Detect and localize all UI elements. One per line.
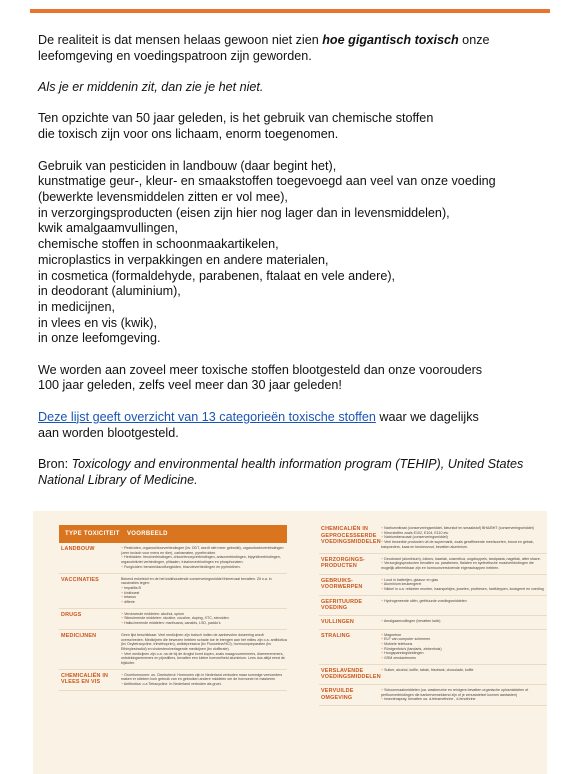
category-label: VERZORGINGS-PRODUCTEN bbox=[321, 556, 366, 570]
list-item: in medicijnen, bbox=[38, 299, 116, 314]
category-description bbox=[121, 673, 287, 687]
category-label: VACCINATIES bbox=[61, 576, 99, 583]
category-label: MEDICIJNEN bbox=[61, 632, 97, 639]
bullet-item: + Veel medicijnen zijn o.a. na de bij de drogist komt kopen, zoals maagzuurremmers, diarreeremmers, ontstekingsremmers en pijnstillers, bevatten een kleine hoeveelheid aluminium. Lees dus altijd eerst de bijsluiter. bbox=[121, 652, 287, 666]
category-label: CHEMICALIËN IN GEPROCESSEERDE VOEDINGSMIDDELEN bbox=[321, 526, 381, 546]
bullet-item: + Hydrogeneerde oliën, gefrituurde voedingsmiddelen bbox=[381, 599, 547, 604]
bullet-item: + Nikkel in o.a. rekkelen munten, haarspeldjes, juwelen, prothesen, hartkleppen, kookgerei en voeding bbox=[381, 587, 547, 592]
bullet-item: + Mobiele telefoons bbox=[381, 642, 547, 647]
list-item: in vlees en vis (kwik), bbox=[38, 315, 157, 330]
table-row bbox=[59, 609, 287, 630]
paragraph-chemicals: Ten opzichte van 50 jaar geleden, is het gebruik van chemische stoffen die toxisch zijn voor ons lichaam, enorm toegenomen. bbox=[38, 111, 434, 142]
table-row bbox=[59, 574, 287, 609]
paragraph-source: Bron: Toxicology and environmental health information program (TEHIP), United States National Library of Medicine. bbox=[38, 456, 524, 487]
bullet-item: + Antibiotica: o.a Tetracycline. In Nederland verboden als groei- bbox=[121, 682, 287, 687]
bullet-item: + Amalgaamvullingen (bevatten kwik) bbox=[381, 619, 547, 624]
category-description bbox=[381, 526, 547, 550]
category-label: VERVUILDE OMGEVING bbox=[321, 687, 354, 701]
bullet-item: + Fungiciden: benzimidazolfungiciden, triazoleverbindingen en pyrimidinen. bbox=[121, 565, 287, 570]
category-description bbox=[381, 578, 547, 592]
bullet-item: + difterie bbox=[121, 600, 287, 605]
bullet-item: + Insectenspray, bevatten oa. d-tetramethrine , d-fenothrine bbox=[381, 697, 547, 702]
category-description bbox=[121, 577, 287, 605]
list-item: in cosmetica (formaldehyde, parabenen, ftalaat en vele andere), bbox=[38, 268, 396, 283]
bullet-item: + Kleurstoffen zoals E102, E104, E110 etc bbox=[381, 531, 547, 536]
bullet-item: + Pesticiden, organochloorverbindingen (bv. DDT, wordt niet meer gebruikt), organofosforverbindingen (zeer toxisch voor mens en dier), carbamaten, pyrethroiden. bbox=[121, 546, 287, 555]
list-item: Gebruik van pesticiden in landbouw (daar begint het), bbox=[38, 158, 337, 173]
table-row bbox=[319, 685, 547, 706]
bullet-item: + Verdovende middelen: alcohol, opium bbox=[121, 612, 287, 617]
table-row bbox=[319, 523, 547, 554]
table-row bbox=[59, 670, 287, 691]
bullet-item: + tetanus bbox=[121, 595, 287, 600]
category-description bbox=[381, 688, 547, 702]
bullet-item: + Aluminium keukengerei bbox=[381, 582, 547, 587]
list-item: kwik amalgaamvullingen, bbox=[38, 221, 178, 236]
paragraph-intro: De realiteit is dat mensen helaas gewoon niet zien hoe gigantisch toxisch onze leefomgeving en voedingspatroon zijn geworden. bbox=[38, 33, 490, 63]
table-row bbox=[319, 596, 547, 616]
list-item: kunstmatige geur-, kleur- en smaakstoffen toegevoegd aan veel van onze voeding bbox=[38, 174, 496, 189]
category-description bbox=[121, 546, 287, 570]
category-label: STRALING bbox=[321, 632, 351, 639]
bullet-item: + Veel bewerkte producten uit de supermarkt, zoals geraffineerde meelsoorten, brood en gebak, bakpoeders, kaas en keukenzout, bevatten aluminium. bbox=[381, 540, 547, 549]
list-item: microplastics in verpakkingen en andere materialen, bbox=[38, 252, 329, 267]
paragraph-link: Deze lijst geeft overzicht van 13 categorieën toxische stoffen waar we dagelijks aan worden blootgesteld. bbox=[38, 409, 479, 440]
paragraph-italic: Als je er middenin zit, dan zie je het niet. bbox=[38, 80, 264, 95]
list-item: in verzorgingsproducten (eisen zijn hier nog lager dan in levensmiddelen), bbox=[38, 205, 450, 220]
bullet-item: + Lood in batterijen, glazuur en glas bbox=[381, 578, 547, 583]
categories-link[interactable]: Deze lijst geeft overzicht van 13 categorieën toxische stoffen bbox=[38, 409, 376, 424]
bullet-item: + GSM zendantennes bbox=[381, 656, 547, 661]
table-row bbox=[59, 543, 287, 574]
category-description bbox=[381, 619, 547, 626]
bullet-item: + kinkhoest bbox=[121, 591, 287, 596]
category-label: DRUGS bbox=[61, 611, 82, 618]
top-accent-bar bbox=[30, 9, 550, 13]
bullet-item: + Hallucinerende middelen: marihuana, canabis, LSD, paddo's bbox=[121, 621, 287, 626]
category-label: GEFRITUURDE VOEDING bbox=[321, 598, 363, 612]
paragraph-ancestors: We worden aan zoveel meer toxische stoffen blootgesteld dan onze voorouders 100 jaar geleden, zelfs veel meer dan 30 jaar geleden! bbox=[38, 362, 483, 393]
category-label: CHEMICALIËN IN VLEES EN VIS bbox=[61, 672, 109, 686]
bullet-item: + Herbiciden: fenolverbindingen, chloorfenoxyverbindingen, anisoverbindingen, bipyridiverbindingen, organoleikriet verbindingen, plitaalen, triazineverbindingen en phosphonaten. bbox=[121, 555, 287, 564]
table-row bbox=[319, 616, 547, 630]
list-item: in onze leefomgeving. bbox=[38, 331, 161, 346]
list-item: in deodorant (aluminium), bbox=[38, 284, 181, 299]
bullet-item: + Deodorant (aluminium), lotions, haarlak, cosmetica, oogdruppels, tandpasta, nagellak, after shave. bbox=[381, 557, 547, 562]
table-row bbox=[59, 630, 287, 670]
category-description bbox=[121, 612, 287, 626]
list-item: chemische stoffen in schoonmaakartikelen, bbox=[38, 237, 279, 252]
bullet-item: + Suiker, alcohol, koffie, tabak, frisdrank, chocolade, koffie bbox=[381, 668, 547, 673]
table-row bbox=[319, 665, 547, 685]
description-text: Bekend enkelstof en de het kwikhoudende conserveringsmiddel thimerosal bevatten. Zit o.a. in vaccinaties tegen: bbox=[121, 576, 272, 586]
emphasis-text: hoe gigantisch toxisch bbox=[322, 33, 459, 47]
category-label: LANDBOUW bbox=[61, 546, 95, 552]
bullet-item: + Verzorgingsproducten bevatten oa. parabenen, ftalaten en synthetische muskverbindingen die mogelijk afbreekbaar zijn en hormoonverstorende eigenschappen hebben. bbox=[381, 561, 547, 570]
bullet-item: + Natriumnitraat (conserveringsmiddel, kleurstof en smaakstof) BHA/BHT (conserveringsmiddel) bbox=[381, 526, 547, 531]
article-body bbox=[38, 33, 548, 504]
category-label: VULLINGEN bbox=[321, 618, 354, 625]
bullet-item: + Magnetron bbox=[381, 633, 547, 638]
category-label: VERSLAVENDE VOEDINGSMIDDELEN bbox=[321, 667, 381, 681]
bullet-item: + Röntgenfoto's (tandarts, ziekenhuis) bbox=[381, 647, 547, 652]
bullet-item: + Schoonmaakmiddelen (oa. wasbenzine en reinigers bevatten organische oplosmiddelen of perfluorverbindingen die kankerverwekkend zijn of je zenuwstelsel kunnen aantasten) bbox=[381, 688, 547, 697]
bullet-item: + Hoogspanningsleidingen bbox=[381, 651, 547, 656]
category-label: GEBRUIKS-VOORWERPEN bbox=[321, 577, 363, 591]
bullet-item: + ELF van computer schermen bbox=[381, 637, 547, 642]
toxicity-table-image bbox=[33, 511, 547, 774]
table-row bbox=[319, 575, 547, 596]
category-description bbox=[121, 633, 287, 666]
table-header: TYPE TOXICITEIT VOORBEELD bbox=[59, 525, 287, 543]
table-row bbox=[319, 630, 547, 665]
bullet-item: + hepatitis B bbox=[121, 586, 287, 591]
paragraph-sources-list bbox=[38, 159, 548, 347]
description-text: Geen lijst beschikbaar. Veel medicijnen zijn toxisch indien de aanbevolen doseering wordt overschreden. Medicijnen die bewezen hebben schade toe te brengen aan het milieu zijn o.a. antibiotica (bv Oxytetracycline, trimethoprim), antidepressiva (bv Fluoxetine/HCl), hormoonpreparaten (bv Ethinylestradiol) en cholesterolverlagende medicijnen (bv clofibrate) bbox=[121, 632, 287, 651]
bullet-item: + Natriumbenzoaat (conserveringsmiddel) bbox=[381, 535, 547, 540]
category-description bbox=[381, 668, 547, 681]
bullet-item: + Stimulerende middelen: nicotine, cocaïne, doping, XTC, steroiden bbox=[121, 616, 287, 621]
list-item: (bewerkte levensmiddelen zitten er vol mee), bbox=[38, 189, 288, 204]
table-left-column bbox=[59, 525, 287, 691]
table-right-column bbox=[319, 523, 547, 706]
category-description bbox=[381, 633, 547, 661]
category-description bbox=[381, 557, 547, 571]
table-row bbox=[319, 554, 547, 575]
bullet-item: + Groeihormonen: os. Clenbuterol: Hormonen zijn in Nederland verboden maar sommige veevoeders maken er stiekem toch gebruik van en gebruiken andere middelen om de hormonen te maskeren bbox=[121, 673, 287, 682]
category-description bbox=[381, 599, 547, 612]
